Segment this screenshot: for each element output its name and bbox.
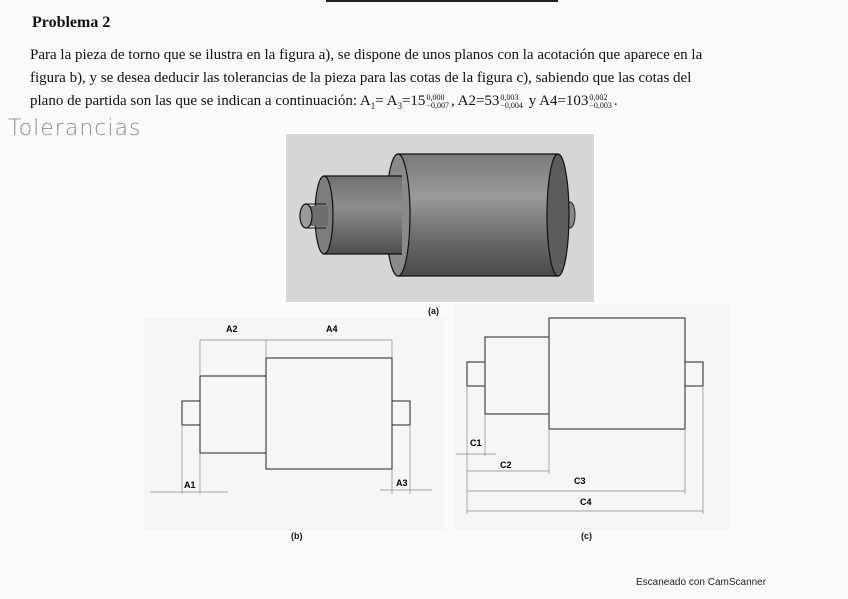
handwritten-note: Tolerancias: [8, 116, 142, 141]
label-c1: C1: [470, 438, 482, 448]
shaft-medium-cylinder: [315, 176, 402, 254]
figure-c-outline: [467, 318, 703, 429]
label-a2: A2: [226, 324, 238, 334]
caption-b: (b): [291, 531, 303, 541]
a13-nominal: =15: [401, 93, 426, 109]
shaft-large-cylinder: [386, 154, 569, 276]
label-a3: A3: [396, 478, 408, 488]
statement-line-3: [30, 90, 825, 118]
a13-lower: −0,007: [426, 100, 449, 110]
figure-a-render: [286, 134, 594, 302]
scanner-footer: Escaneado con CamScanner: [636, 577, 767, 588]
figure-b-dims: [150, 340, 432, 494]
a1-subscript: 1: [370, 101, 376, 111]
equals-a3: = A: [375, 93, 398, 109]
figure-b-panel: [144, 318, 444, 530]
label-c4: C4: [580, 497, 592, 507]
caption-a: (a): [428, 306, 439, 316]
a13-upper: 0,000: [426, 92, 445, 102]
a2-tolerance: [500, 94, 523, 110]
a4-nominal: y A4=103: [528, 93, 589, 109]
top-rule: [326, 0, 558, 2]
figure-b-outline: [182, 358, 410, 469]
problem-statement: [30, 44, 825, 118]
end-punct: .: [613, 93, 618, 109]
problem-title: Problema 2: [32, 14, 111, 31]
a4-upper: 0,002: [589, 92, 608, 102]
label-c2: C2: [500, 460, 512, 470]
figure-c-dims: [456, 386, 703, 514]
a2-lower: −0,004: [500, 100, 523, 110]
statement-intro: plano de partida son las que se indican a continuación: A: [30, 93, 371, 109]
a4-lower: −0,003: [589, 100, 612, 110]
a3-subscript: 3: [397, 101, 402, 111]
label-a4: A4: [326, 324, 338, 334]
figure-c-panel: [454, 304, 730, 530]
caption-c: (c): [581, 531, 592, 541]
statement-line-2: figura b), y se desea deducir las tolerancias de la pieza para las cotas de la figura c), sabiendo que las cotas del: [30, 70, 692, 86]
a2-nominal: , A2=53: [450, 93, 500, 109]
label-a1: A1: [184, 480, 196, 490]
label-c3: C3: [574, 476, 586, 486]
a13-tolerance: [426, 94, 449, 110]
a2-upper: 0,003: [500, 92, 519, 102]
statement-line-1: Para la pieza de torno que se ilustra en la figura a), se dispone de unos planos con la acotación que aparece en la: [30, 47, 703, 63]
shaft-left-stub: [300, 204, 328, 228]
a4-tolerance: [589, 94, 612, 110]
